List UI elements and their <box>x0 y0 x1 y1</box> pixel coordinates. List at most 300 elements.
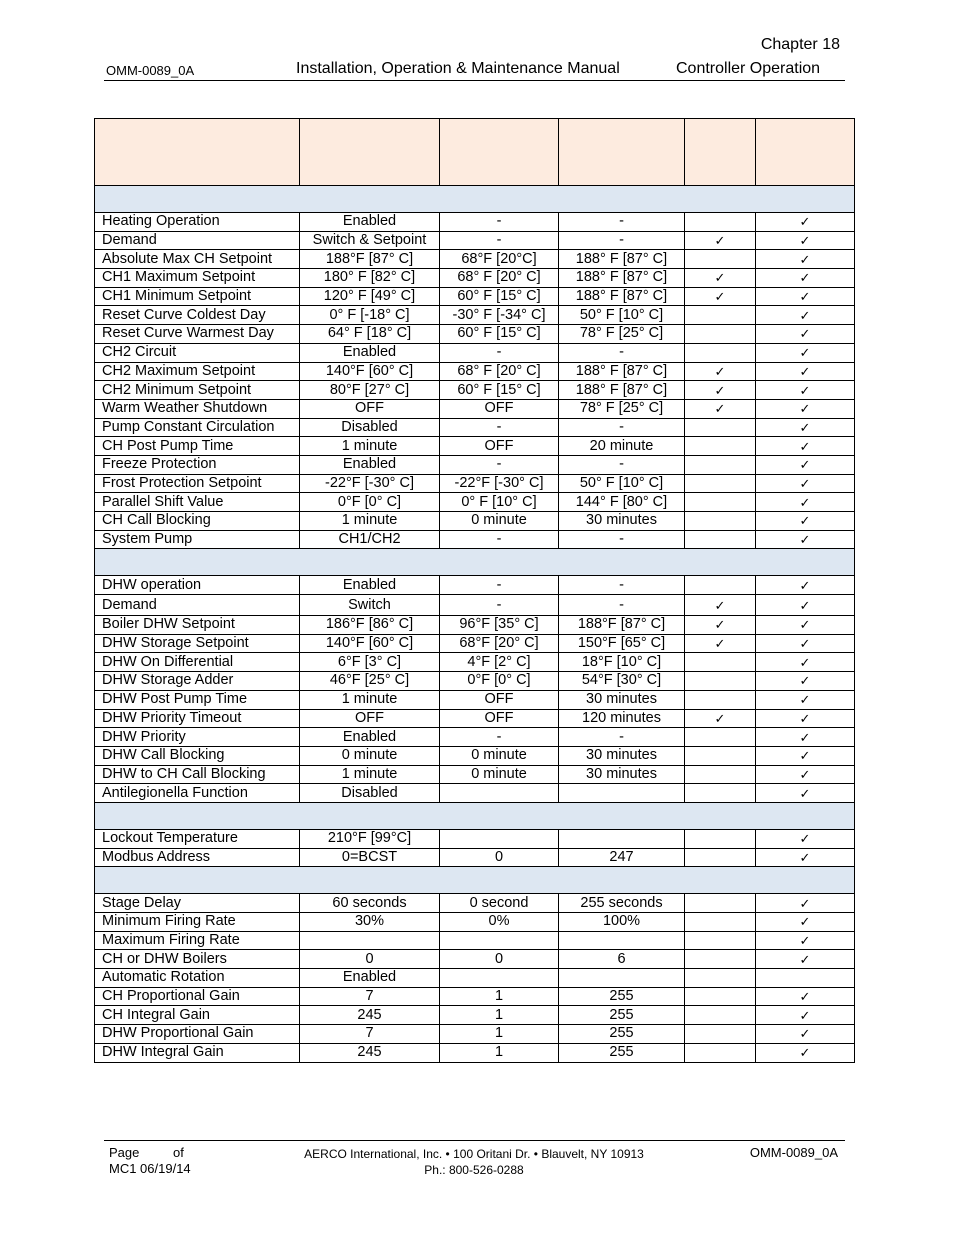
max-value: 20 minute <box>559 437 685 456</box>
table-row <box>95 1043 855 1062</box>
check-mark-b: ✓ <box>756 1025 855 1044</box>
header-cell <box>440 119 559 186</box>
check-mark-a: ✓ <box>685 362 756 381</box>
table-row <box>95 690 855 709</box>
check-mark-a <box>685 894 756 913</box>
table-row <box>95 728 855 747</box>
default-value: 210°F [99°C] <box>300 829 440 848</box>
table-row <box>95 595 855 616</box>
max-value: 50° F [10° C] <box>559 474 685 493</box>
min-value: 96°F [35° C] <box>440 616 559 635</box>
parameter-name: Parallel Shift Value <box>95 493 300 512</box>
parameter-name: CH1 Minimum Setpoint <box>95 287 300 306</box>
parameter-name: Demand <box>95 595 300 616</box>
parameter-table-body <box>95 119 855 1063</box>
check-mark-a: ✓ <box>685 287 756 306</box>
check-mark-a <box>685 931 756 950</box>
min-value: OFF <box>440 709 559 728</box>
min-value: 60° F [15° C] <box>440 325 559 344</box>
table-row <box>95 306 855 325</box>
table-row <box>95 894 855 913</box>
check-mark-b: ✓ <box>756 381 855 400</box>
min-value: 68°F [20° C] <box>440 634 559 653</box>
table-row <box>95 231 855 250</box>
min-value: -22°F [-30° C] <box>440 474 559 493</box>
check-mark-a: ✓ <box>685 269 756 288</box>
table-row <box>95 1025 855 1044</box>
min-value: 60° F [15° C] <box>440 287 559 306</box>
check-mark-b: ✓ <box>756 287 855 306</box>
min-value <box>440 784 559 803</box>
table-row <box>95 709 855 728</box>
default-value: 0° F [-18° C] <box>300 306 440 325</box>
table-row <box>95 848 855 867</box>
parameter-name: Antilegionella Function <box>95 784 300 803</box>
default-value: 186°F [86° C] <box>300 616 440 635</box>
check-mark-a <box>685 987 756 1006</box>
parameter-name: DHW On Differential <box>95 653 300 672</box>
max-value: 255 <box>559 1043 685 1062</box>
min-value: 68° F [20° C] <box>440 362 559 381</box>
parameter-name: Reset Curve Coldest Day <box>95 306 300 325</box>
check-mark-b: ✓ <box>756 950 855 969</box>
header-cell <box>756 119 855 186</box>
section-title: Controller Operation <box>676 60 821 77</box>
max-value: 255 <box>559 1025 685 1044</box>
min-value <box>440 931 559 950</box>
default-value: 0 <box>300 950 440 969</box>
table-row <box>95 784 855 803</box>
revision-date: MC1 06/19/14 <box>109 1161 191 1176</box>
min-value <box>440 829 559 848</box>
table-row <box>95 287 855 306</box>
section-title <box>95 549 855 576</box>
default-value: 120° F [49° C] <box>300 287 440 306</box>
min-value <box>440 969 559 988</box>
default-value: 7 <box>300 987 440 1006</box>
check-mark-b: ✓ <box>756 213 855 232</box>
default-value: 0=BCST <box>300 848 440 867</box>
table-row <box>95 418 855 437</box>
page-label: Page <box>109 1145 140 1160</box>
table-row <box>95 987 855 1006</box>
max-value: 144° F [80° C] <box>559 493 685 512</box>
table-header-row <box>95 119 855 186</box>
parameter-name: CH Call Blocking <box>95 512 300 531</box>
min-value: - <box>440 213 559 232</box>
min-value: - <box>440 343 559 362</box>
check-mark-a <box>685 530 756 549</box>
table-row <box>95 437 855 456</box>
check-mark-b: ✓ <box>756 362 855 381</box>
doc-number: OMM-0089_0A <box>106 63 195 78</box>
check-mark-a <box>685 1006 756 1025</box>
max-value: - <box>559 455 685 474</box>
check-mark-a <box>685 418 756 437</box>
check-mark-a: ✓ <box>685 634 756 653</box>
check-mark-b: ✓ <box>756 576 855 595</box>
check-mark-b: ✓ <box>756 437 855 456</box>
check-mark-a <box>685 784 756 803</box>
check-mark-a <box>685 306 756 325</box>
section-header-row <box>95 867 855 894</box>
check-mark-a <box>685 672 756 691</box>
parameter-name: Minimum Firing Rate <box>95 913 300 932</box>
parameter-name: DHW Storage Setpoint <box>95 634 300 653</box>
section-title <box>95 867 855 894</box>
check-mark-b: ✓ <box>756 399 855 418</box>
default-value: 140°F [60° C] <box>300 362 440 381</box>
check-mark-b: ✓ <box>756 418 855 437</box>
default-value: 1 minute <box>300 765 440 784</box>
default-value: 6°F [3° C] <box>300 653 440 672</box>
parameter-name: Automatic Rotation <box>95 969 300 988</box>
min-value: 1 <box>440 1006 559 1025</box>
company-address: AERCO International, Inc. • 100 Oritani Dr. • Blauvelt, NY 10913 <box>304 1147 644 1161</box>
check-mark-a <box>685 728 756 747</box>
parameter-name: Demand <box>95 231 300 250</box>
table-row <box>95 746 855 765</box>
max-value: - <box>559 530 685 549</box>
parameter-name: DHW to CH Call Blocking <box>95 765 300 784</box>
check-mark-a <box>685 325 756 344</box>
parameter-name: CH Integral Gain <box>95 1006 300 1025</box>
footer-divider <box>104 1140 845 1141</box>
default-value: Enabled <box>300 728 440 747</box>
max-value: 30 minutes <box>559 512 685 531</box>
check-mark-b: ✓ <box>756 493 855 512</box>
parameter-name: Maximum Firing Rate <box>95 931 300 950</box>
table-row <box>95 672 855 691</box>
min-value: 0 <box>440 950 559 969</box>
min-value: 68° F [20° C] <box>440 269 559 288</box>
max-value: 188° F [87° C] <box>559 250 685 269</box>
default-value: Enabled <box>300 576 440 595</box>
section-title <box>95 186 855 213</box>
default-value: 80°F [27° C] <box>300 381 440 400</box>
max-value: - <box>559 343 685 362</box>
default-value: 7 <box>300 1025 440 1044</box>
table-row <box>95 362 855 381</box>
check-mark-a <box>685 493 756 512</box>
max-value: 255 seconds <box>559 894 685 913</box>
max-value: 188° F [87° C] <box>559 362 685 381</box>
max-value <box>559 784 685 803</box>
max-value: - <box>559 576 685 595</box>
max-value: 188°F [87° C] <box>559 616 685 635</box>
max-value: 100% <box>559 913 685 932</box>
default-value: 46°F [25° C] <box>300 672 440 691</box>
parameter-name: DHW Storage Adder <box>95 672 300 691</box>
max-value: 30 minutes <box>559 690 685 709</box>
default-value: 0 minute <box>300 746 440 765</box>
parameter-name: Absolute Max CH Setpoint <box>95 250 300 269</box>
check-mark-b: ✓ <box>756 894 855 913</box>
check-mark-b: ✓ <box>756 728 855 747</box>
default-value: 60 seconds <box>300 894 440 913</box>
parameter-name: CH2 Maximum Setpoint <box>95 362 300 381</box>
table-row <box>95 931 855 950</box>
default-value: 188°F [87° C] <box>300 250 440 269</box>
parameter-name: DHW Integral Gain <box>95 1043 300 1062</box>
min-value: 0 <box>440 848 559 867</box>
check-mark-b: ✓ <box>756 1006 855 1025</box>
min-value: 68°F [20°C] <box>440 250 559 269</box>
check-mark-a <box>685 653 756 672</box>
check-mark-a <box>685 474 756 493</box>
check-mark-a: ✓ <box>685 381 756 400</box>
min-value: 0° F [10° C] <box>440 493 559 512</box>
max-value: - <box>559 418 685 437</box>
min-value: - <box>440 595 559 616</box>
table-row <box>95 530 855 549</box>
check-mark-b: ✓ <box>756 913 855 932</box>
check-mark-b: ✓ <box>756 455 855 474</box>
max-value: 120 minutes <box>559 709 685 728</box>
parameter-name: Heating Operation <box>95 213 300 232</box>
parameter-name: DHW Post Pump Time <box>95 690 300 709</box>
min-value: - <box>440 418 559 437</box>
header-cell <box>685 119 756 186</box>
header-cell <box>300 119 440 186</box>
table-row <box>95 343 855 362</box>
max-value: 30 minutes <box>559 746 685 765</box>
default-value: OFF <box>300 709 440 728</box>
min-value: - <box>440 530 559 549</box>
check-mark-b: ✓ <box>756 653 855 672</box>
default-value: 1 minute <box>300 512 440 531</box>
check-mark-b: ✓ <box>756 746 855 765</box>
company-phone: Ph.: 800-526-0288 <box>424 1163 524 1177</box>
default-value: Switch & Setpoint <box>300 231 440 250</box>
max-value: 18°F [10° C] <box>559 653 685 672</box>
table-row <box>95 381 855 400</box>
min-value: 1 <box>440 987 559 1006</box>
parameter-name: Reset Curve Warmest Day <box>95 325 300 344</box>
default-value: OFF <box>300 399 440 418</box>
parameter-name: DHW operation <box>95 576 300 595</box>
max-value: 188° F [87° C] <box>559 269 685 288</box>
max-value <box>559 969 685 988</box>
min-value: - <box>440 231 559 250</box>
check-mark-a <box>685 969 756 988</box>
check-mark-a <box>685 343 756 362</box>
max-value: 247 <box>559 848 685 867</box>
header-cell <box>559 119 685 186</box>
check-mark-a: ✓ <box>685 231 756 250</box>
default-value <box>300 931 440 950</box>
min-value: 60° F [15° C] <box>440 381 559 400</box>
min-value: - <box>440 455 559 474</box>
table-row <box>95 269 855 288</box>
parameter-name: CH Proportional Gain <box>95 987 300 1006</box>
check-mark-a <box>685 913 756 932</box>
check-mark-a <box>685 576 756 595</box>
check-mark-a: ✓ <box>685 616 756 635</box>
check-mark-a <box>685 250 756 269</box>
table-row <box>95 969 855 988</box>
check-mark-b: ✓ <box>756 343 855 362</box>
check-mark-a <box>685 690 756 709</box>
check-mark-b: ✓ <box>756 325 855 344</box>
table-row <box>95 765 855 784</box>
max-value <box>559 931 685 950</box>
parameter-name: Modbus Address <box>95 848 300 867</box>
check-mark-a <box>685 437 756 456</box>
section-title <box>95 802 855 829</box>
min-value: 1 <box>440 1043 559 1062</box>
check-mark-b: ✓ <box>756 616 855 635</box>
parameter-name: CH2 Minimum Setpoint <box>95 381 300 400</box>
table-row <box>95 474 855 493</box>
default-value: CH1/CH2 <box>300 530 440 549</box>
check-mark-b <box>756 969 855 988</box>
min-value: - <box>440 576 559 595</box>
company-info <box>260 1146 688 1178</box>
table-row <box>95 829 855 848</box>
default-value: Disabled <box>300 418 440 437</box>
table-row <box>95 493 855 512</box>
check-mark-b: ✓ <box>756 829 855 848</box>
check-mark-b: ✓ <box>756 1043 855 1062</box>
min-value: - <box>440 728 559 747</box>
min-value: 1 <box>440 1025 559 1044</box>
min-value: 4°F [2° C] <box>440 653 559 672</box>
check-mark-a <box>685 950 756 969</box>
check-mark-b: ✓ <box>756 231 855 250</box>
max-value <box>559 829 685 848</box>
parameter-name: Stage Delay <box>95 894 300 913</box>
section-header-row <box>95 549 855 576</box>
check-mark-a: ✓ <box>685 595 756 616</box>
max-value: 50° F [10° C] <box>559 306 685 325</box>
max-value: - <box>559 728 685 747</box>
parameter-name: DHW Call Blocking <box>95 746 300 765</box>
check-mark-b: ✓ <box>756 784 855 803</box>
check-mark-a <box>685 1043 756 1062</box>
check-mark-b: ✓ <box>756 690 855 709</box>
default-value: Enabled <box>300 213 440 232</box>
parameter-name: CH2 Circuit <box>95 343 300 362</box>
default-value: 0°F [0° C] <box>300 493 440 512</box>
default-value: 180° F [82° C] <box>300 269 440 288</box>
max-value: - <box>559 213 685 232</box>
section-header-row <box>95 186 855 213</box>
max-value: - <box>559 231 685 250</box>
table-row <box>95 616 855 635</box>
min-value: OFF <box>440 437 559 456</box>
min-value: 0 minute <box>440 512 559 531</box>
check-mark-a <box>685 455 756 474</box>
table-row <box>95 950 855 969</box>
table-row <box>95 576 855 595</box>
header-divider <box>104 80 845 81</box>
default-value: -22°F [-30° C] <box>300 474 440 493</box>
parameter-name: CH or DHW Boilers <box>95 950 300 969</box>
parameter-name: DHW Priority <box>95 728 300 747</box>
min-value: OFF <box>440 690 559 709</box>
default-value: Enabled <box>300 455 440 474</box>
max-value: 188° F [87° C] <box>559 287 685 306</box>
parameter-name: CH Post Pump Time <box>95 437 300 456</box>
check-mark-a: ✓ <box>685 709 756 728</box>
table-row <box>95 634 855 653</box>
parameter-name: System Pump <box>95 530 300 549</box>
check-mark-b: ✓ <box>756 530 855 549</box>
check-mark-b: ✓ <box>756 595 855 616</box>
table-row <box>95 399 855 418</box>
default-value: 30% <box>300 913 440 932</box>
parameter-name: Warm Weather Shutdown <box>95 399 300 418</box>
check-mark-a <box>685 829 756 848</box>
check-mark-b: ✓ <box>756 474 855 493</box>
check-mark-b: ✓ <box>756 765 855 784</box>
min-value: 0% <box>440 913 559 932</box>
check-mark-a: ✓ <box>685 399 756 418</box>
max-value: - <box>559 595 685 616</box>
check-mark-b: ✓ <box>756 931 855 950</box>
manual-title: Installation, Operation & Maintenance Manual <box>296 60 620 77</box>
min-value: 0°F [0° C] <box>440 672 559 691</box>
check-mark-a <box>685 213 756 232</box>
check-mark-b: ✓ <box>756 634 855 653</box>
header-cell <box>95 119 300 186</box>
table-row <box>95 325 855 344</box>
table-row <box>95 1006 855 1025</box>
table-row <box>95 653 855 672</box>
min-value: OFF <box>440 399 559 418</box>
parameter-name: Freeze Protection <box>95 455 300 474</box>
default-value: 140°F [60° C] <box>300 634 440 653</box>
parameter-name: DHW Proportional Gain <box>95 1025 300 1044</box>
parameter-name: DHW Priority Timeout <box>95 709 300 728</box>
parameter-name: Boiler DHW Setpoint <box>95 616 300 635</box>
check-mark-a <box>685 746 756 765</box>
default-value: 245 <box>300 1043 440 1062</box>
default-value: Switch <box>300 595 440 616</box>
max-value: 78° F [25° C] <box>559 325 685 344</box>
max-value: 188° F [87° C] <box>559 381 685 400</box>
table-row <box>95 213 855 232</box>
max-value: 30 minutes <box>559 765 685 784</box>
check-mark-a <box>685 1025 756 1044</box>
parameter-name: Frost Protection Setpoint <box>95 474 300 493</box>
min-value: 0 second <box>440 894 559 913</box>
parameter-name: Pump Constant Circulation <box>95 418 300 437</box>
parameter-name: Lockout Temperature <box>95 829 300 848</box>
check-mark-b: ✓ <box>756 709 855 728</box>
default-value: 1 minute <box>300 690 440 709</box>
check-mark-b: ✓ <box>756 672 855 691</box>
check-mark-a <box>685 765 756 784</box>
default-value: Enabled <box>300 969 440 988</box>
check-mark-b: ✓ <box>756 512 855 531</box>
check-mark-a <box>685 512 756 531</box>
max-value: 54°F [30° C] <box>559 672 685 691</box>
footer-doc-number: OMM-0089_0A <box>749 1145 838 1160</box>
parameter-table <box>94 118 855 1063</box>
table-row <box>95 512 855 531</box>
min-value: 0 minute <box>440 746 559 765</box>
of-label: of <box>173 1145 184 1160</box>
max-value: 150°F [65° C] <box>559 634 685 653</box>
default-value: 245 <box>300 1006 440 1025</box>
check-mark-b: ✓ <box>756 306 855 325</box>
default-value: Disabled <box>300 784 440 803</box>
check-mark-b: ✓ <box>756 269 855 288</box>
chapter-label: Chapter 18 <box>760 36 840 53</box>
min-value: 0 minute <box>440 765 559 784</box>
